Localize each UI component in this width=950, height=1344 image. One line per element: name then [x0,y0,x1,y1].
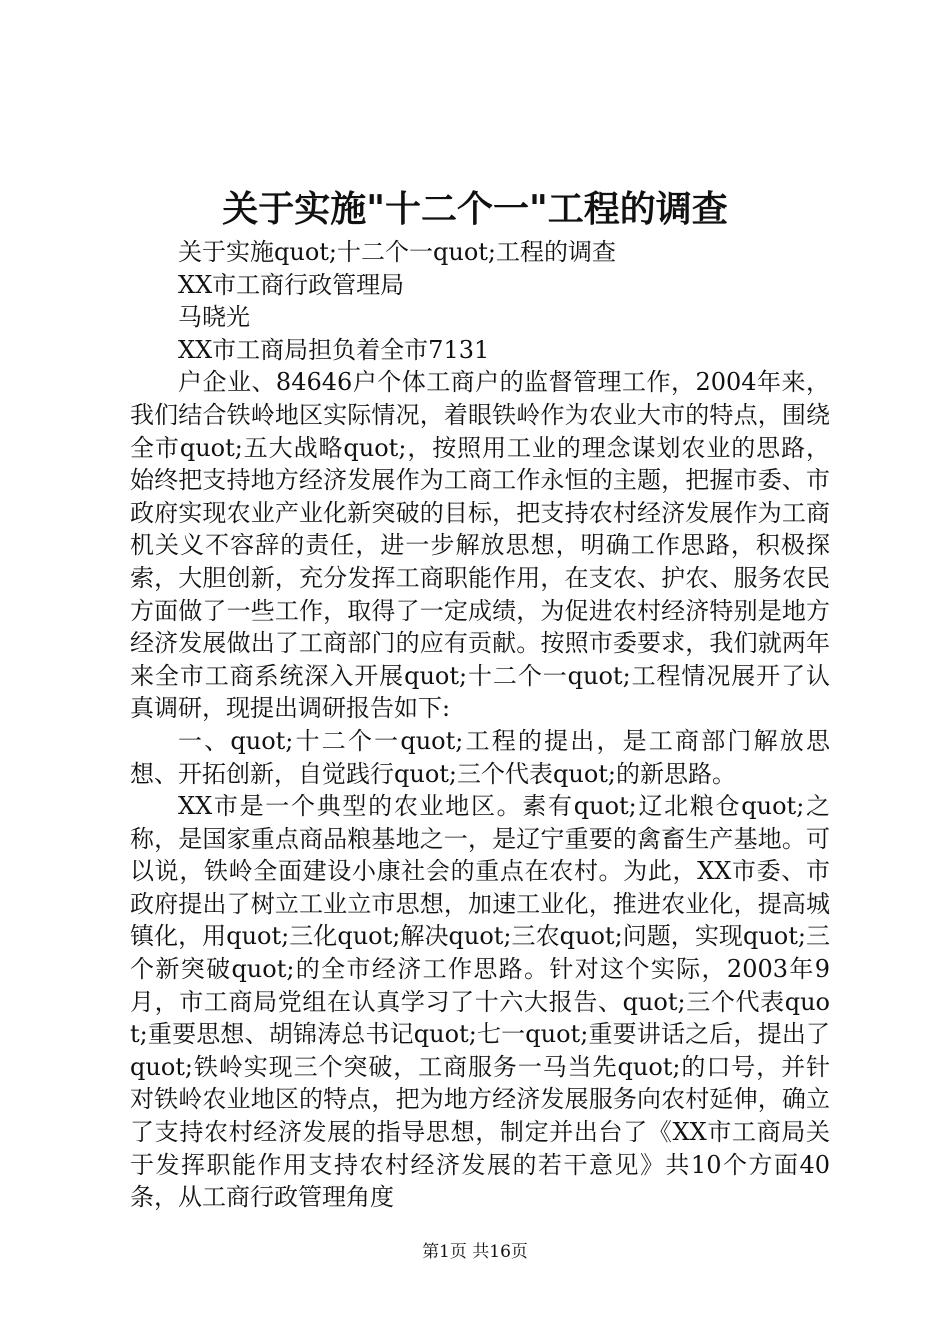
paragraph-organization: XX市工商行政管理局 [178,270,405,299]
paragraph-section-one: 一、quot;十二个一quot;工程的提出，是工商部门解放思想、开拓创新，自觉践行quot;三个代表quot;的新思路。 [130,726,830,788]
paragraph-overview: 户企业、84646户个体工商户的监督管理工作，2004年来，我们结合铁岭地区实际情况，着眼铁岭作为农业大市的特点，围绕全市quot;五大战略quot;，按照用工业的理念谋划农业的思路，始终把支持地方经济发展作为工商工作永恒的主题，把握市委、市政府实现农业产业化新突破的目标，把支持农村经济发展作为工商机关义不容辞的责任，进一步解放思想，明确工作思路，积极探索，大胆创新，充分发挥工商职能作用，在支农、护农、服务农民方面做了一些工作，取得了一定成绩，为促进农村经济特别是地方经济发展做出了工商部门的应有贡献。按照市委要求，我们就两年来全市工商系统深入开展quot;十二个一quot;工程情况展开了认真调研，现提出调研报告如下: [130,368,830,723]
paragraph-background: XX市是一个典型的农业地区。素有quot;辽北粮仓quot;之称，是国家重点商品粮基地之一，是辽宁重要的禽畜生产基地。可以说，铁岭全面建设小康社会的重点在农村。为此，XX市委、市政府提出了树立工业立市思想，加速工业化，推进农业化，提高城镇化，用quot;三化quot;解决quot;三农quot;问题，实现quot;三个新突破quot;的全市经济工作思路。针对这个实际，2003年9月，市工商局党组在认真学习了十六大报告、quot;三个代表quot;重要思想、胡锦涛总书记quot;七一quot;重要讲话之后，提出了quot;铁岭实现三个突破，工商服务一马当先quot;的口号，并针对铁岭农业地区的特点，把为地方经济发展服务向农村延伸，确立了支持农村经济发展的指导思想，制定并出台了《XX市工商局关于发挥职能作用支持农村经济发展的若干意见》共10个方面40条，从工商行政管理角度 [130,792,830,1212]
document-title: 关于实施"十二个一"工程的调查 [222,188,728,230]
page-footer: 第1页 共16页 [422,1242,528,1262]
document-body [130,236,830,1214]
paragraph-author: 马晓光 [178,303,250,332]
paragraph-heading-repeat: 关于实施quot;十二个一quot;工程的调查 [178,238,616,266]
paragraph-intro-line: XX市工商局担负着全市7131 [178,335,490,364]
